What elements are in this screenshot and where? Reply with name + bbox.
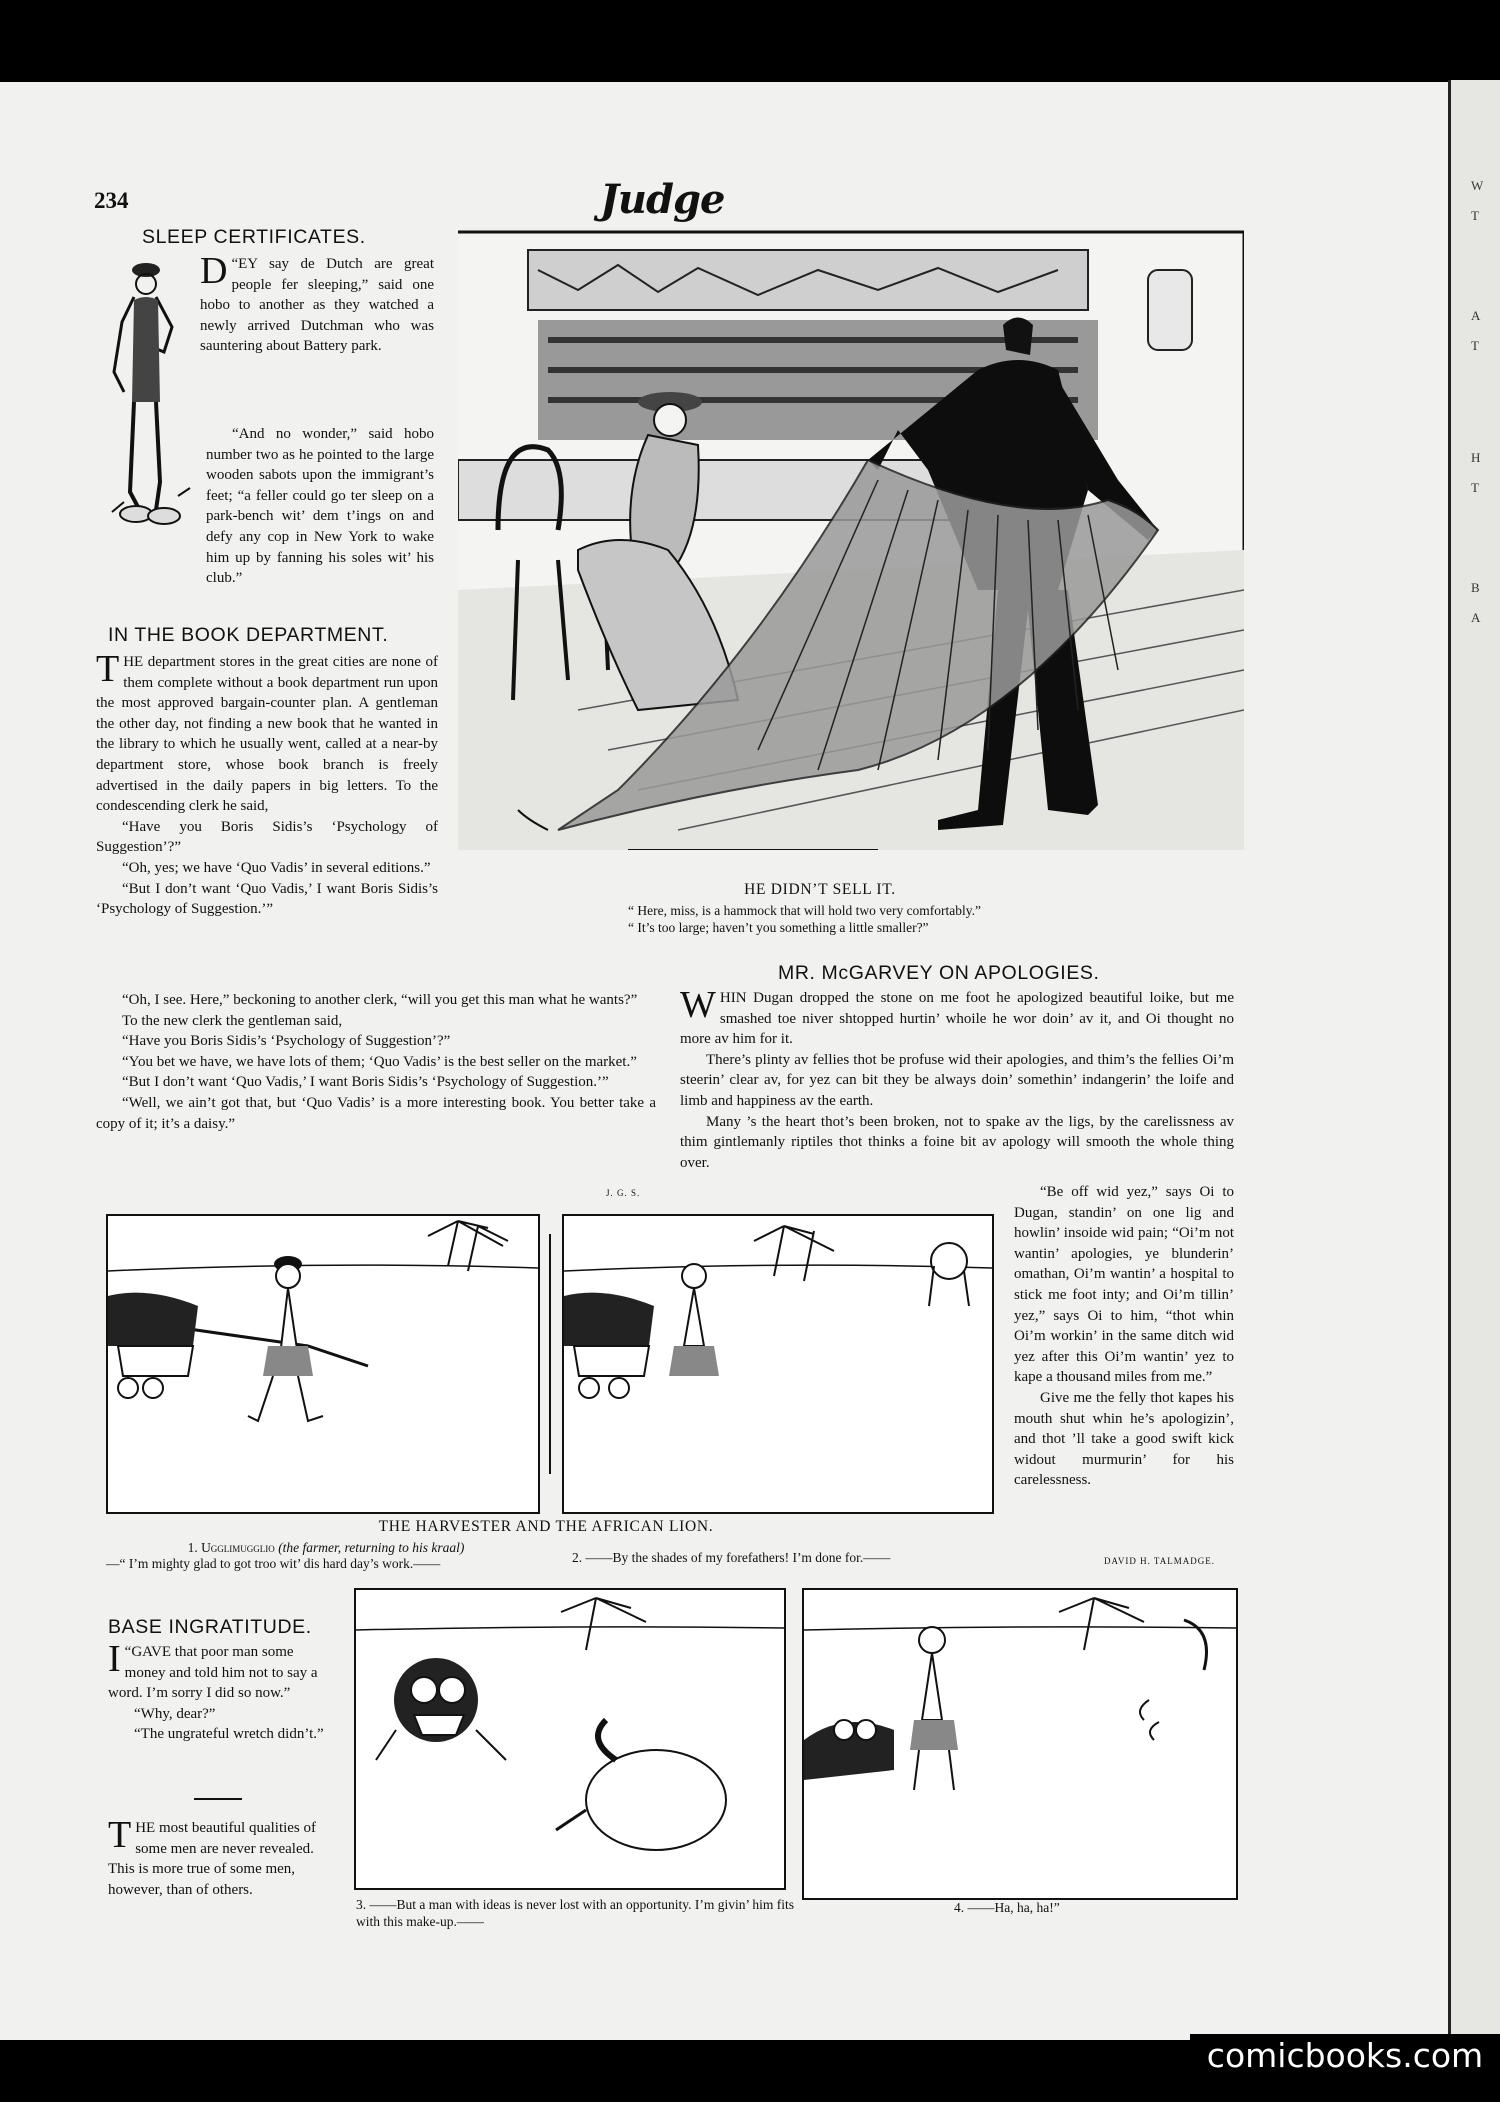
sleep-title: SLEEP CERTIFICATES. bbox=[142, 226, 366, 248]
base-text-2 bbox=[108, 1814, 328, 1900]
watermark: comicbooks.com bbox=[1190, 2034, 1500, 2094]
comic-caption-3: 3. ——But a man with ideas is never lost with an opportunity. I’m givin’ him fits with this make-up.—— bbox=[356, 1897, 794, 1929]
page-number: 234 bbox=[94, 188, 129, 213]
comic-panel-4 bbox=[802, 1588, 1238, 1900]
book-paragraph: “Oh, yes; we have ‘Quo Vadis’ in several editions.” bbox=[122, 859, 431, 876]
edge-letter: A bbox=[1471, 610, 1481, 625]
edge-letter: B bbox=[1471, 580, 1480, 595]
caption-line: “ It’s too large; haven’t you something a little smaller?” bbox=[628, 920, 929, 935]
mcgarvey-paragraph: Give me the felly thot kapes his mouth shut whin he’s apologizin’, and thot ’ll take a good swift kick widout murmurin’ for his carelessness. bbox=[1014, 1389, 1234, 1489]
caption-name: Ugglimugglio bbox=[201, 1540, 275, 1555]
comic-caption-1 bbox=[106, 1540, 546, 1572]
drop-cap: W bbox=[680, 984, 716, 1026]
book-text bbox=[96, 648, 438, 920]
edge-letter: T bbox=[1471, 208, 1479, 223]
drop-cap: T bbox=[96, 648, 120, 690]
book-paragraph: “Oh, I see. Here,” beckoning to another clerk, “will you get this man what he wants?” bbox=[122, 992, 638, 1008]
open-quote: “ bbox=[231, 256, 239, 272]
base-title: BASE INGRATITUDE. bbox=[108, 1616, 312, 1638]
sleep-text-top bbox=[200, 250, 434, 357]
comic-panel-2 bbox=[562, 1214, 994, 1514]
book-paragraph: “Well, we ain’t got that, but ‘Quo Vadis’ is a more interesting book. You better take a copy of it; it’s a daisy.” bbox=[96, 1094, 656, 1132]
edge-letter: A bbox=[1471, 308, 1481, 323]
sleep-paragraph-2: “And no wonder,” said hobo number two as he pointed to the large wooden sabots upon the immigrant’s feet; “a feller could go ter sleep on a park-bench wit’ dem t’ings on and defy any cop in New York to wake him up by fanning his soles wit’ his club.” bbox=[206, 426, 434, 587]
base-text bbox=[108, 1638, 328, 1745]
edge-letter: T bbox=[1471, 480, 1479, 495]
adjacent-page-edge bbox=[1448, 80, 1500, 2040]
sleep-text-bottom bbox=[96, 424, 434, 589]
book-paragraph: HE department stores in the great cities are none of them complete without a book department run upon the most approved bargain-counter plan. A gentleman the other day, not finding a new book that he wanted in the library to which he usually went, called at a near-by department store, whose book branch is freely advertised in the daily papers in big letters. To the condescending clerk he said, bbox=[96, 654, 438, 815]
hammock-illustration bbox=[458, 230, 1244, 850]
comic-caption-4: 4. ——Ha, ha, ha!” bbox=[954, 1900, 1060, 1915]
section-rule bbox=[194, 1798, 242, 1800]
comic-panel-1 bbox=[106, 1214, 540, 1514]
caption-italic: (the farmer, returning to his kraal) bbox=[278, 1540, 465, 1555]
book-paragraph: “Have you Boris Sidis’s ‘Psychology of Suggestion’?” bbox=[122, 1033, 451, 1050]
base-paragraph: HE most beautiful qualities of some men are never revealed. This is more true of some men, however, than of others. bbox=[108, 1820, 317, 1898]
base-paragraph: “The ungrateful wretch didn’t.” bbox=[134, 1726, 324, 1743]
mcgarvey-paragraph: HIN Dugan dropped the stone on me foot he apologized beautiful loike, but me smashed toe niver shtopped hurtin’ whoile he wor doin’ av it, and Oi thought no more av him for it. bbox=[680, 990, 1234, 1048]
base-paragraph: “Why, dear?” bbox=[134, 1705, 216, 1722]
book-paragraph: “But I don’t want ‘Quo Vadis,’ I want Boris Sidis’s ‘Psychology of Suggestion.’” bbox=[122, 1074, 609, 1091]
sleep-paragraph-1: EY say de Dutch are great people fer sleeping,” said one hobo to another as they watched a newly arrived Dutchman who was sauntering about Battery park. bbox=[200, 256, 434, 355]
comic-title: THE HARVESTER AND THE AFRICAN LION. bbox=[378, 1518, 714, 1535]
caption-line: “ Here, miss, is a hammock that will hold two very comfortably.” bbox=[628, 903, 982, 918]
book-text-wide bbox=[96, 990, 656, 1134]
base-paragraph: GAVE that poor man some money and told him not to say a word. I’m sorry I did so now.” bbox=[108, 1644, 318, 1702]
book-title: IN THE BOOK DEPARTMENT. bbox=[108, 624, 389, 646]
edge-letter: W bbox=[1471, 178, 1484, 193]
mcgarvey-signature: DAVID H. TALMADGE. bbox=[1104, 1556, 1215, 1566]
open-quote: “ bbox=[124, 1644, 132, 1660]
caption-line: —“ I’m mighty glad to got troo wit’ dis hard day’s work.—— bbox=[106, 1556, 441, 1571]
edge-letter: T bbox=[1471, 338, 1479, 353]
comic-caption-2: 2. ——By the shades of my forefathers! I’m done for.—— bbox=[572, 1550, 891, 1565]
mcgarvey-text bbox=[680, 984, 1234, 1173]
panel-divider bbox=[549, 1234, 551, 1474]
illustration-title: HE DIDN’T SELL IT. bbox=[744, 881, 896, 898]
mcgarvey-paragraph: There’s plinty av fellies thot be profuse wid their apologies, and thim’s the fellies Oi’m steerin’ clear av, for yez can bit they be always doin’ somethin’ indangerin’ the loife and limb and happiness av the earth. bbox=[680, 1051, 1234, 1109]
book-paragraph: “You bet we have, we have lots of them; ‘Quo Vadis’ is the best seller on the market.” bbox=[122, 1053, 637, 1070]
book-paragraph: To the new clerk the gentleman said, bbox=[122, 1012, 343, 1029]
illustration-caption bbox=[628, 902, 1128, 936]
drop-cap: T bbox=[108, 1814, 132, 1856]
drop-cap: D bbox=[200, 250, 228, 292]
caption-number: 1. bbox=[187, 1540, 198, 1555]
book-paragraph: “Have you Boris Sidis’s ‘Psychology of Suggestion’?” bbox=[96, 818, 438, 856]
mcgarvey-paragraph: “Be off wid yez,” says Oi to Dugan, standin’ on one lig and howlin’ insoide wid pain; “Oi’m not wantin’ apologies, ye blunderin’ omathan, Oi’m wantin’ a hospital to stick me foot inty; and Oi’m tillin’ yez,” says Oi to him, “thot whin Oi’m workin’ in the same ditch wid yez after this Oi’m wantin’ yez to kape a thousand miles from me.” bbox=[1014, 1184, 1234, 1386]
drop-cap: I bbox=[108, 1638, 121, 1680]
book-signature: J. G. S. bbox=[606, 1188, 641, 1198]
mcgarvey-title: MR. McGARVEY ON APOLOGIES. bbox=[778, 962, 1100, 984]
mcgarvey-paragraph: Many ’s the heart thot’s been broken, not to spake av the ligs, by the carelissness av thim gintlemanly riptiles thot thinks a foine bit av apology will smooth the whole thing over. bbox=[680, 1113, 1234, 1171]
mcgarvey-text-narrow bbox=[1014, 1182, 1234, 1491]
edge-letter: H bbox=[1471, 450, 1481, 465]
comic-panel-3 bbox=[354, 1588, 786, 1890]
book-paragraph: “But I don’t want ‘Quo Vadis,’ I want Boris Sidis’s ‘Psychology of Suggestion.’” bbox=[96, 880, 438, 918]
masthead-logo: Judge bbox=[600, 176, 725, 223]
